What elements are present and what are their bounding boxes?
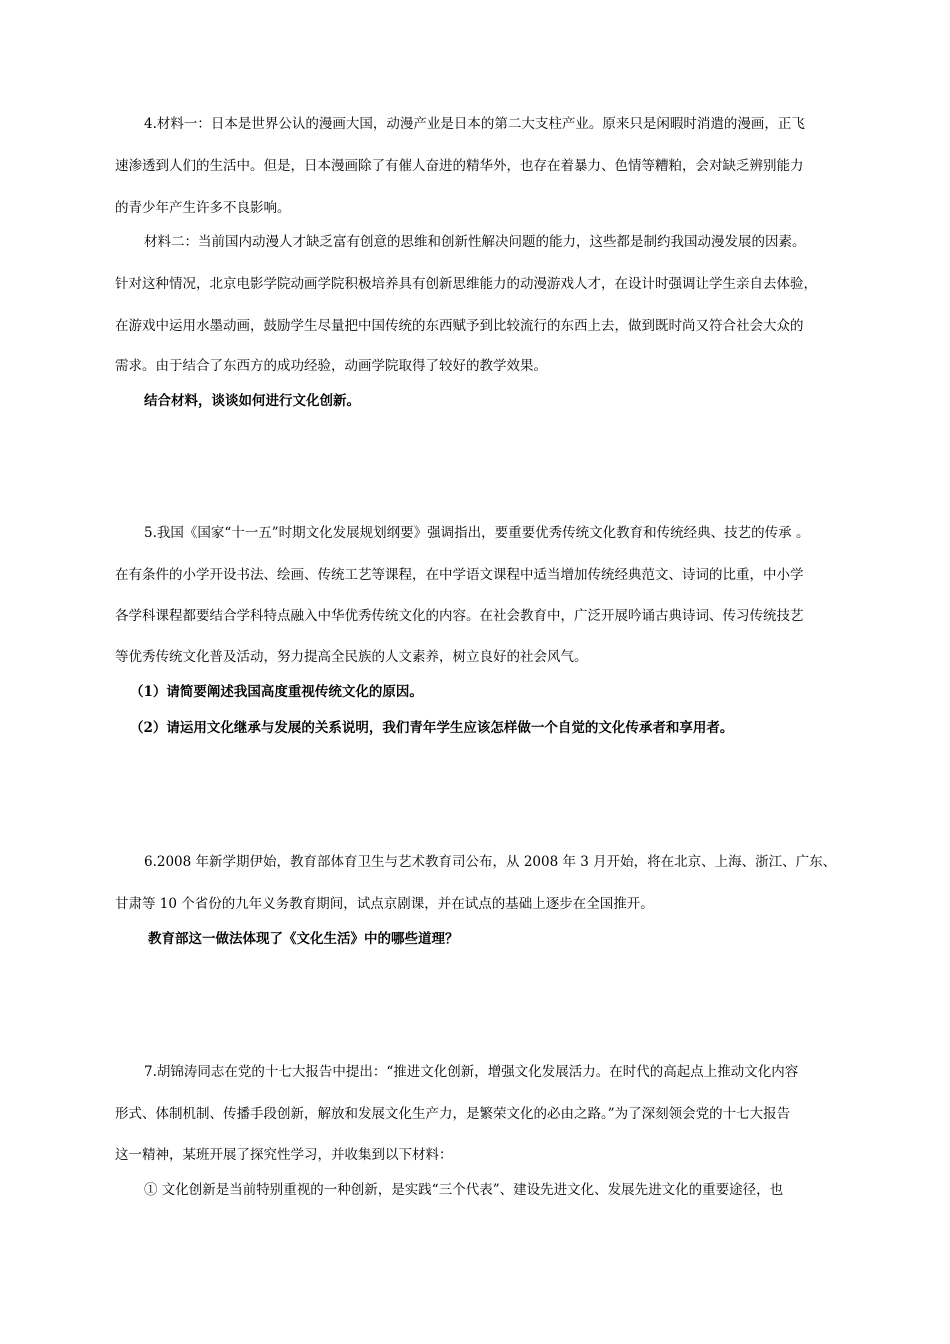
q6-line-1: 6.2008 年新学期伊始，教育部体育卫生与艺术教育司公布，从 2008 年 3 月开始，将在北京、上海、浙江、广东、	[144, 854, 837, 870]
q6-line-2: 甘肃等 10 个省份的九年义务教育期间，试点京剧课，并在试点的基础上逐步在全国推开。	[115, 896, 654, 912]
q5-question-1: （1）请简要阐述我国高度重视传统文化的原因。	[130, 684, 423, 700]
q4-line-3: 的青少年产生许多不良影响。	[115, 200, 291, 216]
q5-line-2: 在有条件的小学开设书法、绘画、传统工艺等课程，在中学语文课程中适当增加传统经典范文、诗词的比重，中小学	[115, 567, 804, 583]
q4-question: 结合材料，谈谈如何进行文化创新。	[144, 393, 360, 409]
q4-line-2: 速渗透到人们的生活中。但是，日本漫画除了有催人奋进的精华外，也存在着暴力、色情等糟粕，会对缺乏辨别能力	[115, 158, 804, 174]
q7-line-2: 形式、体制机制、传播手段创新，解放和发展文化生产力，是繁荣文化的必由之路。”为了深刻领会党的十七大报告	[115, 1106, 791, 1122]
q5-line-4: 等优秀传统文化普及活动，努力提高全民族的人文素养，树立良好的社会风气。	[115, 649, 588, 665]
q5-line-3: 各学科课程都要结合学科特点融入中华优秀传统文化的内容。在社会教育中，广泛开展吟诵古典诗词、传习传统技艺	[115, 608, 804, 624]
q6-question: 教育部这一做法体现了《文化生活》中的哪些道理？	[148, 931, 459, 947]
q7-line-3: 这一精神，某班开展了探究性学习，并收集到以下材料：	[115, 1147, 453, 1163]
q4-line-1: 4.材料一：日本是世界公认的漫画大国，动漫产业是日本的第二大支柱产业。原来只是闲暇时消遣的漫画，正飞	[144, 116, 805, 132]
q7-line-1: 7.胡锦涛同志在党的十七大报告中提出：“推进文化创新，增强文化发展活力。在时代的高起点上推动文化内容	[144, 1064, 799, 1080]
q4-line-5: 针对这种情况，北京电影学院动画学院积极培养具有创新思维能力的动漫游戏人才，在设计时强调让学生亲自去体验，	[115, 276, 817, 292]
q5-line-1: 5.我国《国家“十一五”时期文化发展规划纲要》强调指出，要重要优秀传统文化教育和传统经典、技艺的传承 。	[144, 525, 810, 541]
q5-question-2: （2）请运用文化继承与发展的关系说明，我们青年学生应该怎样做一个自觉的文化传承者和享用者。	[130, 720, 734, 736]
q4-line-6: 在游戏中运用水墨动画，鼓励学生尽量把中国传统的东西赋予到比较流行的东西上去，做到既时尚又符合社会大众的	[115, 318, 804, 334]
q4-line-7: 需求。由于结合了东西方的成功经验，动画学院取得了较好的教学效果。	[115, 358, 547, 374]
q4-line-4: 材料二：当前国内动漫人才缺乏富有创意的思维和创新性解决问题的能力，这些都是制约我国动漫发展的因素。	[144, 234, 806, 250]
q7-line-4: ① 文化创新是当前特别重视的一种创新，是实践“三个代表”、建设先进文化、发展先进文化的重要途径，也	[144, 1182, 784, 1198]
